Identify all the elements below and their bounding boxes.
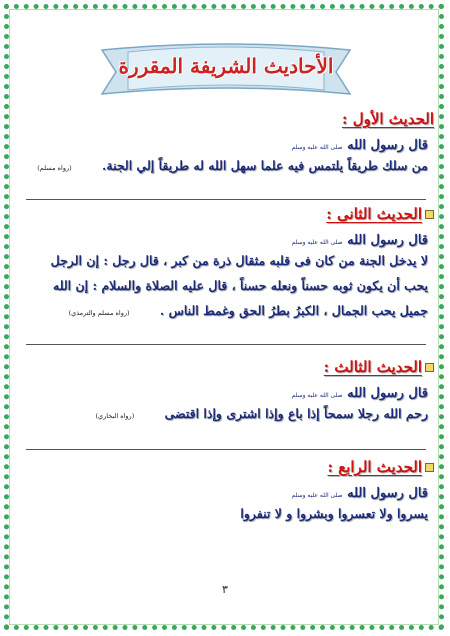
hadith-3-heading-text: الحديث الثالث : bbox=[323, 358, 422, 376]
title-banner bbox=[98, 36, 354, 106]
hadith-text: من سلك طريقاً يلتمس فيه علما سهل الله له طريقاً إلي الجنة. bbox=[102, 158, 428, 173]
square-marker-icon bbox=[425, 463, 434, 472]
hadith-2 bbox=[24, 205, 428, 326]
hadith-text: رحم الله رجلا سمحاً إذا باع وإذا اشترى وإذا اقتضى bbox=[164, 406, 428, 421]
hadith-2-line-1: لا يدخل الجنة من كان فى قلبه مثقال ذرة من كبر ، قال رجل : إن الرجل bbox=[50, 253, 428, 268]
honorific: صلى الله عليه وسلم bbox=[291, 239, 343, 246]
hadith-3-said bbox=[24, 386, 428, 401]
narration: (رواه مسلم والترمذي) bbox=[68, 309, 130, 317]
narration: (رواه البخاري) bbox=[95, 412, 135, 420]
hadith-4-heading bbox=[24, 458, 434, 476]
honorific: صلى الله عليه وسلم bbox=[291, 144, 343, 151]
divider bbox=[26, 199, 426, 200]
said-text: قال رسول الله bbox=[347, 386, 428, 401]
square-marker-icon bbox=[425, 363, 434, 372]
divider bbox=[26, 449, 426, 450]
hadith-3-heading bbox=[24, 358, 434, 376]
hadith-3 bbox=[24, 358, 428, 429]
divider bbox=[26, 344, 426, 345]
said-text: قال رسول الله bbox=[347, 138, 428, 153]
hadith-text: جميل يحب الجمال ، الكبرُ بطرُ الحق وغمط الناس . bbox=[159, 303, 428, 318]
square-marker-icon bbox=[425, 210, 434, 219]
page-number: ٣ bbox=[222, 583, 228, 596]
page-title: الأحاديث الشريفة المقررة bbox=[118, 54, 334, 78]
hadith-1 bbox=[24, 110, 434, 181]
hadith-2-line-2: يحب أن يكون ثوبه حسناً ونعله حسناً ، قال عليه الصلاة والسلام : إن الله bbox=[53, 278, 428, 293]
honorific: صلى الله عليه وسلم bbox=[291, 492, 343, 499]
hadith-4-said bbox=[24, 486, 428, 501]
hadith-3-line-1 bbox=[24, 401, 428, 429]
hadith-2-line-3 bbox=[24, 298, 428, 326]
hadith-2-said bbox=[24, 233, 428, 248]
honorific: صلى الله عليه وسلم bbox=[291, 392, 343, 399]
hadith-2-heading bbox=[24, 205, 434, 223]
hadith-1-said bbox=[24, 138, 428, 153]
hadith-2-heading-text: الحديث الثانى : bbox=[326, 205, 422, 223]
hadith-4-line-1: يسروا ولا تعسروا وبشروا و لا تنفروا bbox=[240, 506, 428, 521]
hadith-1-heading bbox=[24, 110, 434, 128]
hadith-4 bbox=[24, 458, 428, 526]
narration: (رواه مسلم) bbox=[37, 164, 72, 172]
said-text: قال رسول الله bbox=[347, 486, 428, 501]
hadith-1-line-1 bbox=[24, 153, 428, 181]
hadith-1-heading-text: الحديث الأول : bbox=[341, 110, 434, 128]
hadith-4-heading-text: الحديث الرابع : bbox=[327, 458, 422, 476]
said-text: قال رسول الله bbox=[347, 233, 428, 248]
